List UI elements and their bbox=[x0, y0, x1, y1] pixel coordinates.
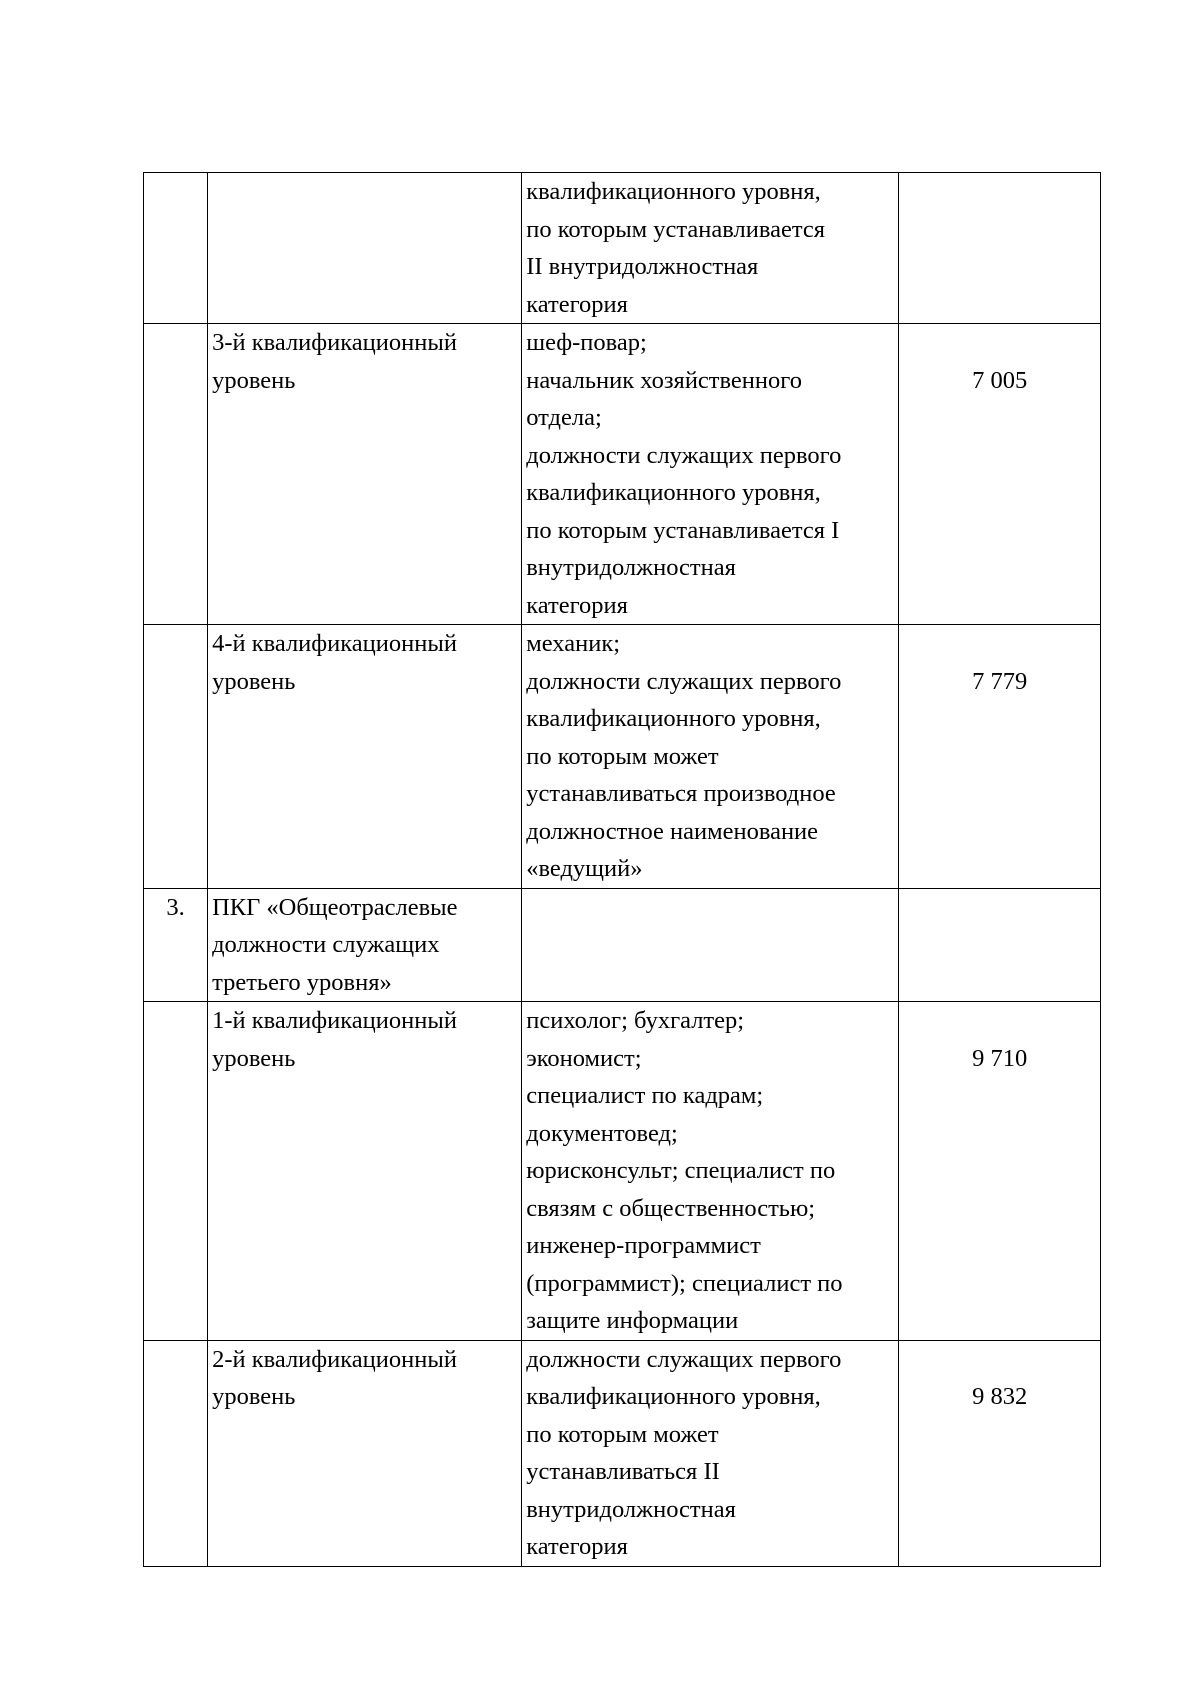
position-line: внутридолжностная bbox=[526, 554, 736, 581]
position-line: категория bbox=[526, 1533, 628, 1560]
position-line: по которым может bbox=[526, 1420, 719, 1448]
position-line: юрисконсульт; специалист по bbox=[526, 1157, 836, 1184]
group-cell bbox=[208, 324, 522, 625]
salary-value: 7 779 bbox=[972, 667, 1028, 695]
row-number-cell bbox=[144, 173, 208, 324]
position-line: шеф-повар; bbox=[526, 329, 647, 356]
group-line: должности служащих bbox=[212, 931, 440, 958]
group-line: ПКГ «Общеотраслевые bbox=[212, 893, 458, 921]
position-line: начальник хозяйственного bbox=[526, 366, 802, 394]
row-number-cell bbox=[144, 1002, 208, 1341]
salary-table bbox=[143, 172, 1101, 1567]
group-line: уровень bbox=[212, 1044, 296, 1072]
salary-cell bbox=[899, 1002, 1101, 1341]
table-row bbox=[144, 1340, 1101, 1566]
salary-cell bbox=[899, 324, 1101, 625]
position-line: (программист); специалист по bbox=[526, 1269, 843, 1297]
group-cell bbox=[208, 173, 522, 324]
position-line: связям с общественностью; bbox=[526, 1194, 816, 1222]
table-row bbox=[144, 1002, 1101, 1341]
positions-cell bbox=[522, 173, 899, 324]
position-line: должности служащих первого bbox=[526, 441, 842, 469]
positions-cell bbox=[522, 1340, 899, 1566]
salary-value: 9 710 bbox=[972, 1044, 1028, 1072]
position-line: категория bbox=[526, 591, 628, 619]
position-line: по которым устанавливается bbox=[526, 215, 825, 243]
salary-cell bbox=[899, 625, 1101, 889]
table-row bbox=[144, 888, 1101, 1002]
position-line: устанавливаться II bbox=[526, 1458, 720, 1485]
row-number-cell bbox=[144, 888, 208, 1002]
position-line: категория bbox=[526, 290, 628, 318]
position-line: отдела; bbox=[526, 404, 602, 431]
positions-cell bbox=[522, 888, 899, 1002]
salary-cell bbox=[899, 1340, 1101, 1566]
position-line: защите информации bbox=[526, 1307, 739, 1334]
position-line: по которым устанавливается I bbox=[526, 516, 840, 544]
salary-cell bbox=[899, 888, 1101, 1002]
position-line: должностное наименование bbox=[526, 817, 819, 845]
position-line: устанавливаться производное bbox=[526, 780, 836, 807]
position-line: квалификационного уровня, bbox=[526, 178, 821, 205]
row-number-cell bbox=[144, 625, 208, 889]
row-number-cell bbox=[144, 1340, 208, 1566]
position-line: II внутридолжностная bbox=[526, 253, 759, 280]
positions-cell bbox=[522, 324, 899, 625]
group-line: 4-й квалификационный bbox=[212, 630, 457, 657]
positions-cell bbox=[522, 1002, 899, 1341]
position-line: внутридолжностная bbox=[526, 1495, 736, 1523]
table-row bbox=[144, 625, 1101, 889]
position-line: должности служащих первого bbox=[526, 1345, 842, 1373]
row-number-cell bbox=[144, 324, 208, 625]
group-line: 3-й квалификационный bbox=[212, 329, 457, 356]
group-cell bbox=[208, 1340, 522, 1566]
group-line: третьего уровня» bbox=[212, 968, 392, 996]
position-line: квалификационного уровня, bbox=[526, 1383, 821, 1410]
position-line: квалификационного уровня, bbox=[526, 705, 821, 732]
table-row bbox=[144, 173, 1101, 324]
position-line: квалификационного уровня, bbox=[526, 479, 821, 506]
group-line: уровень bbox=[212, 1383, 296, 1410]
row-number: 3. bbox=[166, 893, 185, 921]
position-line: «ведущий» bbox=[526, 855, 643, 882]
salary-cell bbox=[899, 173, 1101, 324]
position-line: специалист по кадрам; bbox=[526, 1082, 764, 1109]
position-line: инженер-программист bbox=[526, 1232, 761, 1259]
position-line: экономист; bbox=[526, 1044, 642, 1072]
group-line: 1-й квалификационный bbox=[212, 1007, 457, 1034]
position-line: документовед; bbox=[526, 1119, 678, 1147]
salary-value: 7 005 bbox=[972, 366, 1028, 394]
positions-cell bbox=[522, 625, 899, 889]
group-line: 2-й квалификационный bbox=[212, 1345, 457, 1373]
salary-value: 9 832 bbox=[972, 1383, 1028, 1410]
group-line: уровень bbox=[212, 366, 296, 394]
position-line: должности служащих первого bbox=[526, 667, 842, 695]
group-cell bbox=[208, 1002, 522, 1341]
group-cell bbox=[208, 888, 522, 1002]
position-line: психолог; бухгалтер; bbox=[526, 1007, 745, 1034]
group-line: уровень bbox=[212, 667, 296, 695]
table-row bbox=[144, 324, 1101, 625]
position-line: механик; bbox=[526, 630, 621, 657]
group-cell bbox=[208, 625, 522, 889]
position-line: по которым может bbox=[526, 742, 719, 770]
